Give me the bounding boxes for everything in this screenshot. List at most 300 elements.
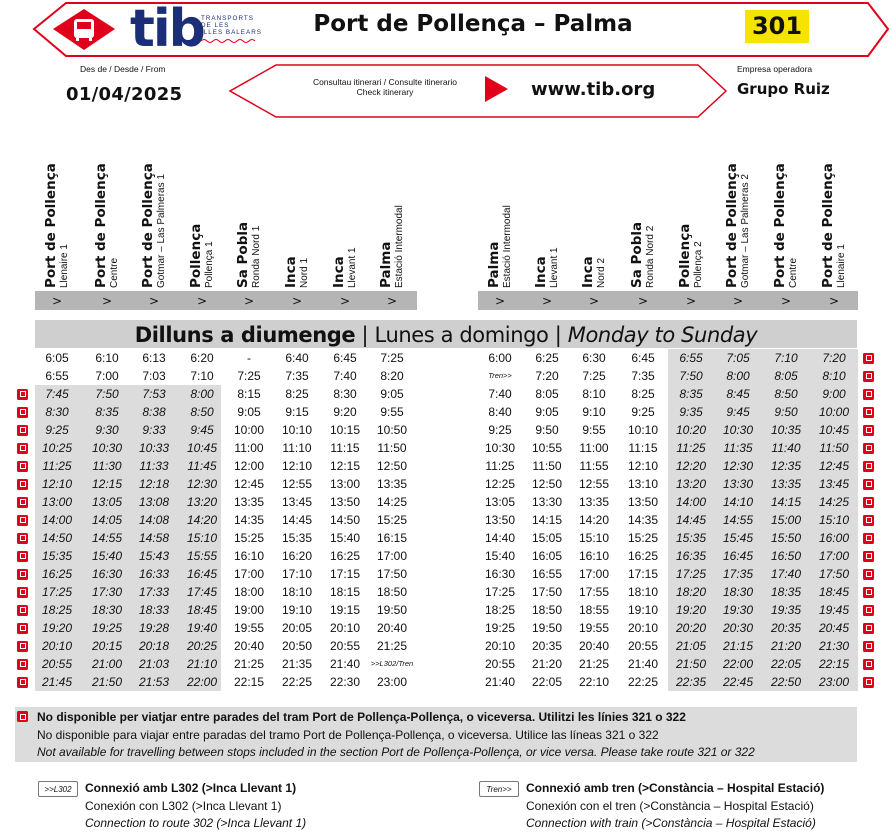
period-es: Lunes a domingo [374, 323, 549, 347]
direction-arrow: > [243, 294, 255, 308]
left-time-cell: 10:45 [186, 441, 218, 455]
right-time-cell: 11:35 [723, 441, 753, 455]
right-stop-5 [678, 125, 714, 288]
right-time-cell: 18:20 [675, 585, 707, 599]
restriction-flag-icon [863, 569, 874, 580]
stop-name: Palma [486, 241, 502, 288]
left-stop-4 [189, 125, 225, 288]
stop-subname: Estació Intermodal [502, 205, 513, 288]
left-stop-2 [94, 125, 130, 288]
direction-arrow: > [291, 294, 303, 308]
right-time-cell: 18:35 [770, 585, 802, 599]
left-time-cell: 10:25 [41, 441, 73, 455]
stop-name: Port de Pollença [772, 163, 788, 288]
left-time-cell: 14:00 [41, 513, 73, 527]
right-time-cell: 12:45 [818, 459, 850, 473]
left-time-cell: 20:15 [91, 639, 123, 653]
left-time-cell: 17:10 [281, 567, 313, 581]
stop-name: Pollença [188, 223, 204, 288]
restriction-flag-icon [17, 677, 28, 688]
restriction-flag-icon [17, 443, 28, 454]
left-time-cell: 17:45 [186, 585, 218, 599]
left-time-cell: 20:40 [233, 639, 265, 653]
left-time-cell: 13:00 [329, 477, 361, 491]
left-time-cell: 9:55 [380, 405, 404, 419]
period-separator: | [554, 323, 562, 347]
right-time-cell: 18:55 [578, 603, 610, 617]
right-time-cell: 21:40 [484, 675, 516, 689]
left-time-cell: 10:30 [91, 441, 123, 455]
right-time-cell: Tren>> [488, 371, 512, 380]
right-time-cell: 15:00 [770, 513, 802, 527]
right-time-cell: 9:25 [631, 405, 655, 419]
stop-name: Pollença [677, 223, 693, 288]
right-time-cell: 15:50 [770, 531, 802, 545]
restriction-flag-icon [17, 623, 28, 634]
consult-itinerary-text: Consultau itinerari / Consulte itinerario Check itinerary [312, 77, 458, 97]
bus-logo-icon [53, 9, 115, 50]
direction-arrow: > [780, 294, 792, 308]
right-time-cell: 19:20 [675, 603, 707, 617]
valid-from-label: Des de / Desde / From [80, 64, 166, 74]
left-time-cell: 8:50 [190, 405, 214, 419]
left-time-cell: 9:25 [45, 423, 69, 437]
right-time-cell: 21:40 [627, 657, 659, 671]
right-time-cell: 10:45 [818, 423, 850, 437]
right-time-cell: 11:50 [819, 441, 849, 455]
stop-subname: Centre [788, 257, 799, 288]
left-time-cell: 14:35 [233, 513, 265, 527]
right-time-cell: 8:35 [679, 387, 703, 401]
direction-arrow: > [828, 294, 840, 308]
direction-arrow: > [588, 294, 600, 308]
right-time-cell: 7:50 [679, 369, 703, 383]
stop-name: Sa Pobla [629, 221, 645, 288]
left-time-cell: 21:40 [329, 657, 361, 671]
right-time-cell: 14:25 [818, 495, 850, 509]
left-time-cell: 17:00 [376, 549, 408, 563]
direction-arrow: > [51, 294, 63, 308]
direction-arrow: > [541, 294, 553, 308]
right-stop-8 [821, 125, 857, 288]
right-time-cell: 10:30 [484, 441, 516, 455]
right-time-cell: 17:00 [578, 567, 610, 581]
right-time-cell: 9:50 [774, 405, 798, 419]
left-time-cell: 16:30 [91, 567, 123, 581]
connection-l302-es: Conexión con L302 (>Inca Llevant 1) [85, 799, 282, 813]
left-time-cell: 11:25 [42, 459, 72, 473]
left-time-cell: 8:20 [380, 369, 404, 383]
left-time-cell: 7:35 [285, 369, 309, 383]
connection-train-ca: Connexió amb tren (>Constància – Hospital Estació) [526, 781, 825, 795]
right-time-cell: 15:45 [722, 531, 754, 545]
stop-subname: Gotmar – Las Palmeras 1 [156, 174, 167, 288]
connection-l302-ca: Connexió amb L302 (>Inca Llevant 1) [85, 781, 297, 795]
right-time-cell: 12:35 [770, 459, 802, 473]
right-time-cell: 15:10 [818, 513, 850, 527]
right-time-cell: 17:40 [770, 567, 802, 581]
right-time-cell: 12:55 [578, 477, 610, 491]
stop-name: Port de Pollença [93, 163, 109, 288]
right-stop-4 [630, 125, 666, 288]
left-time-cell: 14:50 [41, 531, 73, 545]
left-time-cell: 15:40 [91, 549, 123, 563]
right-time-cell: 20:10 [627, 621, 659, 635]
left-stop-7 [332, 125, 368, 288]
restriction-flag-icon [17, 497, 28, 508]
right-time-cell: 13:35 [578, 495, 610, 509]
left-time-cell: 9:33 [142, 423, 166, 437]
right-time-cell: 22:25 [627, 675, 659, 689]
left-time-cell: 16:45 [186, 567, 218, 581]
left-time-cell: 21:53 [138, 675, 170, 689]
stop-subname: Gotmar – Las Palmeras 2 [740, 174, 751, 288]
right-time-cell: 14:20 [578, 513, 610, 527]
left-time-cell: 16:20 [281, 549, 313, 563]
left-time-cell: 19:25 [91, 621, 123, 635]
right-time-cell: 7:25 [582, 369, 606, 383]
left-time-cell: 7:25 [380, 351, 404, 365]
right-time-cell: 18:10 [627, 585, 659, 599]
left-time-cell: 13:00 [41, 495, 73, 509]
direction-arrow: > [685, 294, 697, 308]
left-time-cell: 21:50 [91, 675, 123, 689]
left-time-cell: 7:03 [142, 369, 166, 383]
left-time-cell: 8:30 [333, 387, 357, 401]
restriction-flag-icon [863, 515, 874, 526]
right-time-cell: 22:05 [531, 675, 563, 689]
right-time-cell: 9:00 [822, 387, 846, 401]
route-title: Port de Pollença – Palma [313, 11, 633, 37]
left-time-cell: 12:00 [233, 459, 265, 473]
left-time-cell: 6:05 [45, 351, 69, 365]
direction-arrow: > [386, 294, 398, 308]
left-stop-1 [44, 125, 80, 288]
right-time-cell: 15:05 [531, 531, 563, 545]
left-time-cell: 13:05 [91, 495, 123, 509]
restriction-flag-icon [17, 407, 28, 418]
right-stop-1 [487, 125, 523, 288]
left-time-cell: 20:18 [138, 639, 170, 653]
right-time-cell: 22:10 [578, 675, 610, 689]
restriction-flag-icon [863, 425, 874, 436]
right-time-cell: 16:00 [818, 531, 850, 545]
left-time-cell: 20:10 [329, 621, 361, 635]
right-time-cell: 21:25 [578, 657, 610, 671]
left-time-cell: 19:20 [41, 621, 73, 635]
direction-arrow: > [339, 294, 351, 308]
left-time-cell: 15:55 [186, 549, 218, 563]
left-time-cell: 19:10 [281, 603, 313, 617]
left-time-cell: 13:45 [281, 495, 313, 509]
stop-name: Port de Pollença [724, 163, 740, 288]
right-time-cell: 11:50 [532, 459, 562, 473]
right-time-cell: 16:10 [578, 549, 610, 563]
restriction-flag-icon [863, 371, 874, 382]
restriction-flag-icon [17, 641, 28, 652]
left-time-cell: 21:10 [186, 657, 218, 671]
left-time-cell: 18:50 [376, 585, 408, 599]
right-time-cell: 19:45 [818, 603, 850, 617]
left-time-cell: 12:50 [376, 459, 408, 473]
stop-name: Inca [533, 256, 549, 288]
right-time-cell: 20:35 [770, 621, 802, 635]
left-time-cell: 22:30 [329, 675, 361, 689]
left-time-cell: 6:55 [45, 369, 69, 383]
right-time-cell: 7:35 [631, 369, 655, 383]
right-time-cell: 8:00 [726, 369, 750, 383]
left-time-cell: 21:45 [41, 675, 73, 689]
stop-subname: Pollença 1 [204, 241, 215, 288]
stop-subname: Nord 1 [299, 257, 310, 288]
right-time-cell: 14:15 [531, 513, 563, 527]
right-time-cell: 17:50 [818, 567, 850, 581]
left-stop-6 [284, 125, 320, 288]
right-time-cell: 19:25 [484, 621, 516, 635]
left-time-cell: 13:35 [376, 477, 408, 491]
right-time-cell: 9:45 [726, 405, 750, 419]
left-time-cell: 20:05 [281, 621, 313, 635]
left-time-cell: 14:50 [329, 513, 361, 527]
right-time-cell: 17:50 [531, 585, 563, 599]
left-time-cell: 15:25 [233, 531, 265, 545]
right-time-cell: 16:45 [722, 549, 754, 563]
right-time-cell: 21:05 [675, 639, 707, 653]
left-time-cell: 15:35 [281, 531, 313, 545]
right-time-cell: 15:25 [627, 531, 659, 545]
restriction-flag-icon [17, 425, 28, 436]
operator-label: Empresa operadora [737, 64, 813, 74]
right-time-cell: 11:25 [485, 459, 515, 473]
left-time-cell: 12:10 [281, 459, 313, 473]
restriction-flag-icon [863, 353, 874, 364]
stop-name: Port de Pollença [43, 163, 59, 288]
left-time-cell: 6:10 [95, 351, 119, 365]
note-es: No disponible para viajar entre paradas del tramo Port de Pollença-Pollença, o viceversa. Utilice las líneas 321 o 322 [37, 728, 659, 742]
stop-subname: Centre [109, 257, 120, 288]
left-time-cell: 9:45 [190, 423, 214, 437]
right-time-cell: 22:45 [722, 675, 754, 689]
right-time-cell: 18:30 [722, 585, 754, 599]
stop-subname: Pollença 2 [693, 241, 704, 288]
left-time-cell: 20:55 [41, 657, 73, 671]
connection-train-en: Connection with train (>Constància – Hospital Estació) [526, 816, 816, 830]
left-time-cell: 11:00 [234, 441, 264, 455]
right-time-cell: 22:05 [770, 657, 802, 671]
right-time-cell: 17:25 [484, 585, 516, 599]
right-stop-6 [725, 125, 761, 288]
right-time-cell: 21:15 [722, 639, 754, 653]
connection-l302-en: Connection to route 302 (>Inca Llevant 1) [85, 816, 307, 830]
right-time-cell: 7:05 [726, 351, 750, 365]
left-stop-5 [236, 125, 272, 288]
direction-arrow: > [494, 294, 506, 308]
right-time-cell: 16:05 [531, 549, 563, 563]
right-stop-2 [534, 125, 570, 288]
right-time-cell: 14:00 [675, 495, 707, 509]
left-time-cell: 7:53 [142, 387, 166, 401]
left-time-cell: 19:00 [233, 603, 265, 617]
right-time-cell: 8:50 [774, 387, 798, 401]
right-time-cell: 17:35 [722, 567, 754, 581]
left-time-cell: 22:15 [233, 675, 265, 689]
right-time-cell: 10:55 [531, 441, 563, 455]
connection-train-es: Conexión con el tren (>Constància – Hospital Estació) [526, 799, 814, 813]
right-time-cell: 21:20 [770, 639, 802, 653]
restriction-flag-icon [17, 569, 28, 580]
left-time-cell: 18:33 [138, 603, 170, 617]
right-time-cell: 12:30 [722, 459, 754, 473]
left-time-cell: 14:25 [376, 495, 408, 509]
direction-arrow: > [148, 294, 160, 308]
restriction-flag-icon [863, 623, 874, 634]
left-time-cell: 20:10 [41, 639, 73, 653]
left-time-cell: 8:15 [237, 387, 261, 401]
right-time-cell: 22:50 [770, 675, 802, 689]
right-time-cell: 14:15 [770, 495, 802, 509]
right-time-cell: 6:30 [582, 351, 606, 365]
right-time-cell: 7:20 [822, 351, 846, 365]
right-time-cell: 9:35 [679, 405, 703, 419]
left-time-cell: 7:00 [95, 369, 119, 383]
left-time-cell: 17:00 [233, 567, 265, 581]
right-time-cell: 12:50 [531, 477, 563, 491]
right-time-cell: 21:20 [531, 657, 563, 671]
left-time-cell: 8:38 [142, 405, 166, 419]
restriction-flag-icon [17, 551, 28, 562]
right-time-cell: 8:05 [774, 369, 798, 383]
left-time-cell: 14:55 [91, 531, 123, 545]
left-time-cell: 6:40 [285, 351, 309, 365]
right-time-cell: 16:50 [770, 549, 802, 563]
left-time-cell: 12:15 [91, 477, 123, 491]
play-arrow-icon [485, 76, 508, 102]
restriction-flag-icon [17, 479, 28, 490]
stop-subname: Llenaire 1 [836, 244, 847, 288]
restriction-flag-icon [863, 461, 874, 472]
left-time-cell: 16:25 [41, 567, 73, 581]
left-time-cell: 23:00 [376, 675, 408, 689]
stop-name: Inca [331, 256, 347, 288]
right-time-cell: 19:50 [531, 621, 563, 635]
stop-subname: Ronda Nord 1 [251, 225, 262, 288]
right-time-cell: 20:55 [627, 639, 659, 653]
left-time-cell: 14:05 [91, 513, 123, 527]
right-time-cell: 13:05 [484, 495, 516, 509]
restriction-flag-icon [863, 443, 874, 454]
restriction-flag-icon [863, 551, 874, 562]
stop-subname: Llevant 1 [549, 247, 560, 288]
restriction-flag-icon [17, 461, 28, 472]
right-time-cell: 10:00 [818, 405, 850, 419]
right-time-cell: 9:10 [582, 405, 606, 419]
period-separator: | [361, 323, 369, 347]
right-time-cell: 20:35 [531, 639, 563, 653]
left-time-cell: 21:25 [376, 639, 408, 653]
right-time-cell: 21:50 [675, 657, 707, 671]
right-time-cell: 20:55 [484, 657, 516, 671]
direction-arrow: > [637, 294, 649, 308]
stop-subname: Llenaire 1 [59, 244, 70, 288]
left-time-cell: 9:15 [285, 405, 309, 419]
right-time-cell: 15:35 [675, 531, 707, 545]
right-time-cell: 16:25 [627, 549, 659, 563]
left-time-cell: 12:15 [329, 459, 361, 473]
right-time-cell: 15:40 [484, 549, 516, 563]
tib-logo: tib [130, 0, 204, 59]
stop-subname: Nord 2 [596, 257, 607, 288]
right-time-cell: 11:00 [579, 441, 609, 455]
left-time-cell: 17:33 [138, 585, 170, 599]
left-time-cell: 8:30 [45, 405, 69, 419]
left-time-cell: 15:40 [329, 531, 361, 545]
left-time-cell: 15:25 [376, 513, 408, 527]
left-time-cell: 16:25 [329, 549, 361, 563]
website-link[interactable]: www.tib.org [531, 79, 656, 100]
left-time-cell: 8:00 [190, 387, 214, 401]
left-time-cell: 9:05 [380, 387, 404, 401]
left-time-cell: 11:33 [139, 459, 169, 473]
restriction-notes [15, 707, 857, 762]
left-time-cell: 20:50 [281, 639, 313, 653]
left-time-cell: 18:30 [91, 603, 123, 617]
right-time-cell: 14:45 [675, 513, 707, 527]
right-time-cell: 10:35 [770, 423, 802, 437]
left-time-cell: 18:10 [281, 585, 313, 599]
left-time-cell: 9:30 [95, 423, 119, 437]
left-time-cell: 10:10 [281, 423, 313, 437]
stop-subname: Llevant 1 [347, 247, 358, 288]
right-time-cell: 13:20 [675, 477, 707, 491]
left-time-cell: 11:45 [187, 459, 217, 473]
restriction-flag-icon [863, 479, 874, 490]
period-en: Monday to Sunday [567, 323, 758, 347]
right-time-cell: 9:05 [535, 405, 559, 419]
right-time-cell: 11:15 [628, 441, 658, 455]
restriction-flag-icon [17, 587, 28, 598]
right-time-cell: 10:10 [627, 423, 659, 437]
left-time-cell: 19:55 [233, 621, 265, 635]
direction-arrow: > [732, 294, 744, 308]
stop-name: Sa Pobla [235, 221, 251, 288]
left-time-cell: 18:45 [186, 603, 218, 617]
tib-logo-decoration [201, 38, 257, 44]
right-time-cell: 20:30 [722, 621, 754, 635]
note-ca: No disponible per viatjar entre parades del tram Port de Pollença-Pollença, o viceversa. Utilitzi les línies 321 o 322 [37, 710, 686, 724]
stop-subname: Ronda Nord 2 [645, 225, 656, 288]
right-time-cell: 18:45 [818, 585, 850, 599]
direction-arrow: > [196, 294, 208, 308]
right-time-cell: 13:50 [627, 495, 659, 509]
stop-name: Port de Pollença [820, 163, 836, 288]
restriction-flag-icon [17, 389, 28, 400]
right-time-cell: 12:10 [627, 459, 659, 473]
restriction-flag-icon [863, 389, 874, 400]
operator-name: Grupo Ruiz [737, 80, 830, 98]
right-time-cell: 15:10 [578, 531, 610, 545]
left-time-cell: 20:25 [186, 639, 218, 653]
right-time-cell: 12:20 [675, 459, 707, 473]
left-time-cell: 19:15 [329, 603, 361, 617]
right-time-cell: 16:55 [531, 567, 563, 581]
right-time-cell: 11:40 [771, 441, 801, 455]
left-time-cell: 16:15 [376, 531, 408, 545]
right-time-cell: 6:45 [631, 351, 655, 365]
right-time-cell: 17:00 [818, 549, 850, 563]
left-time-cell: 13:35 [233, 495, 265, 509]
right-time-cell: 14:35 [627, 513, 659, 527]
left-time-cell: 8:35 [95, 405, 119, 419]
